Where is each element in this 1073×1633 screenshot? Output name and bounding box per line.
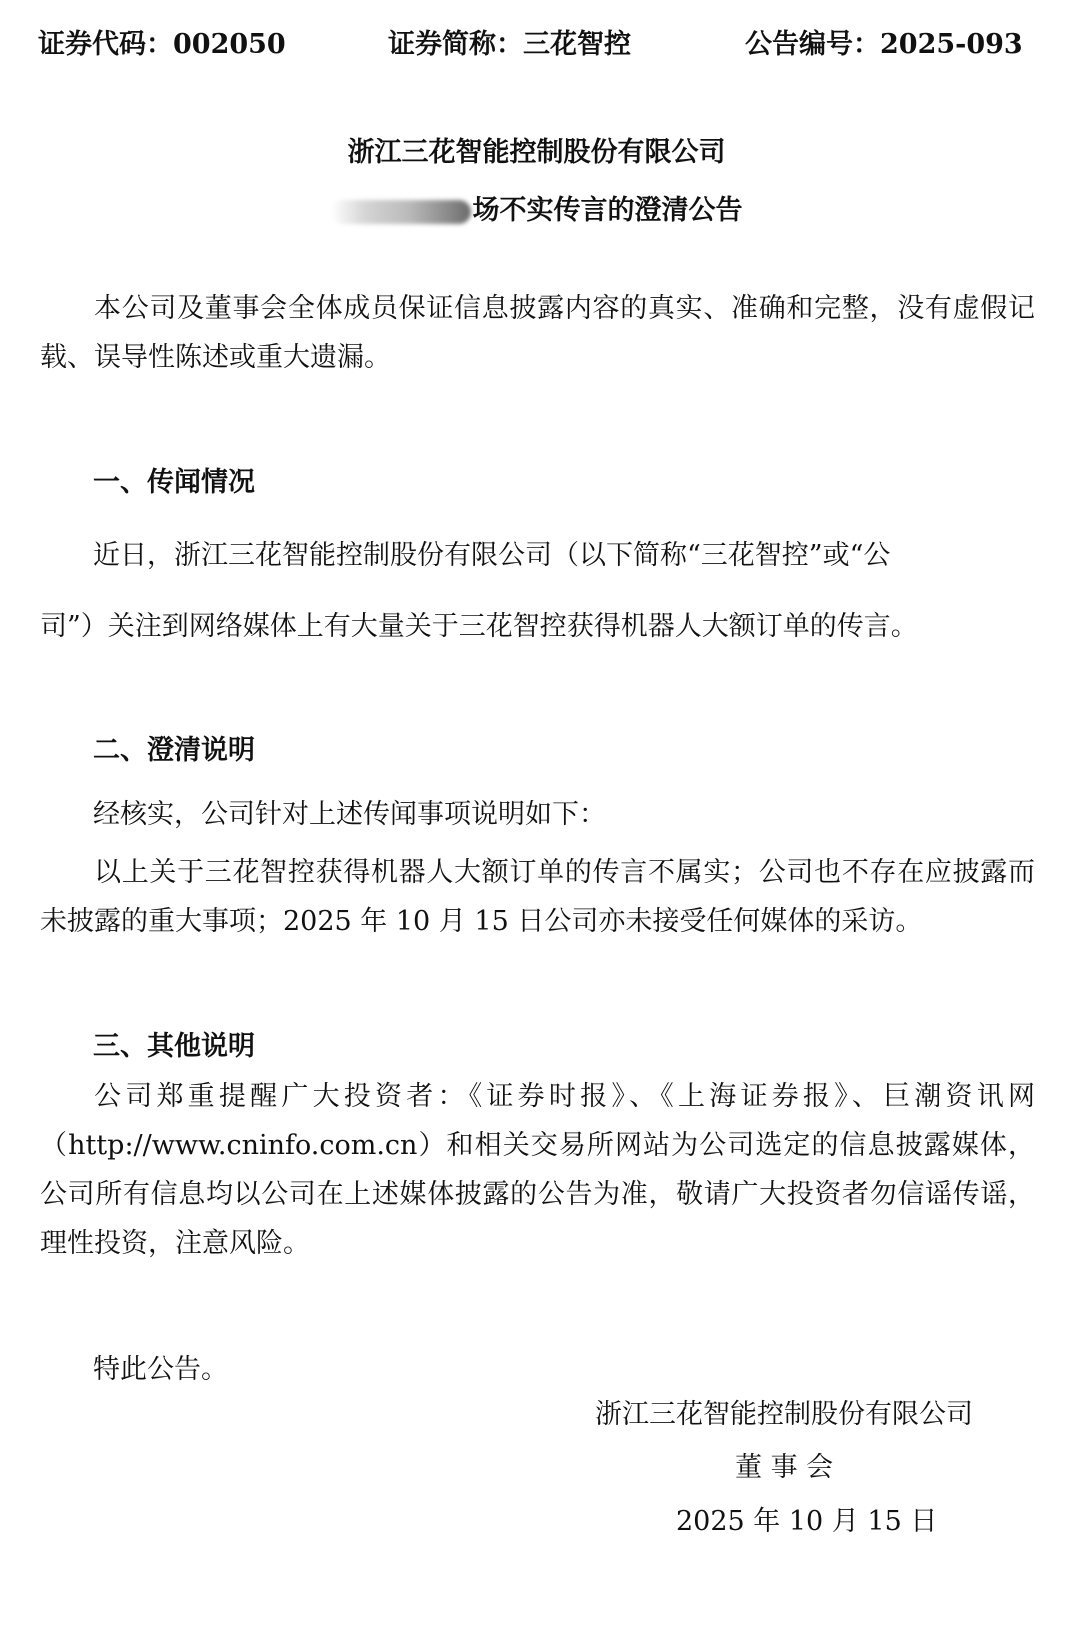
redacted-blur [331,200,471,224]
signature-date: 2025 年 10 月 15 日 [676,1506,938,1537]
notice-subtitle [0,188,1073,227]
closing-remark: 特此公告。 [93,1354,228,1385]
signature-company: 浙江三花智能控制股份有限公司 [595,1399,973,1430]
board-statement: 本公司及董事会全体成员保证信息披露内容的真实、准确和完整，没有虚假记载、误导性陈述或重大遗漏。 [40,293,1035,373]
section-heading-rumor: 一、传闻情况 [93,467,255,498]
rumor-line-1: 近日，浙江三花智能控制股份有限公司（以下简称“三花智控”或“公 [93,540,891,571]
section-heading-other: 三、其他说明 [93,1031,255,1062]
other-notes-body: 公司郑重提醒广大投资者：《证券时报》、《上海证券报》、巨潮资讯网（http://www.cninfo.com.cn）和相关交易所网站为公司选定的信息披露媒体，公司所有信息均以公司在上述媒体披露的公告为准，敬请广大投资者勿信谣传谣，理性投资，注意风险。 [40,1081,1035,1259]
clarification-intro: 经核实，公司针对上述传闻事项说明如下： [93,799,606,830]
rumor-line-2: 司”）关注到网络媒体上有大量关于三花智控获得机器人大额订单的传言。 [40,611,918,642]
stock-code: 证券代码：002050 [38,29,286,60]
company-title: 浙江三花智能控制股份有限公司 [347,137,726,168]
section-heading-clarification: 二、澄清说明 [93,735,255,766]
clarification-body: 以上关于三花智控获得机器人大额订单的传言不属实；公司也不存在应披露而未披露的重大事项；2025 年 10 月 15 日公司亦未接受任何媒体的采访。 [40,857,1035,937]
notice-number: 公告编号：2025-093 [745,29,1023,60]
signature-board: 董 事 会 [735,1452,834,1483]
stock-name: 证券简称：三花智控 [388,29,631,60]
subtitle-text: 场不实传言的澄清公告 [472,195,743,226]
